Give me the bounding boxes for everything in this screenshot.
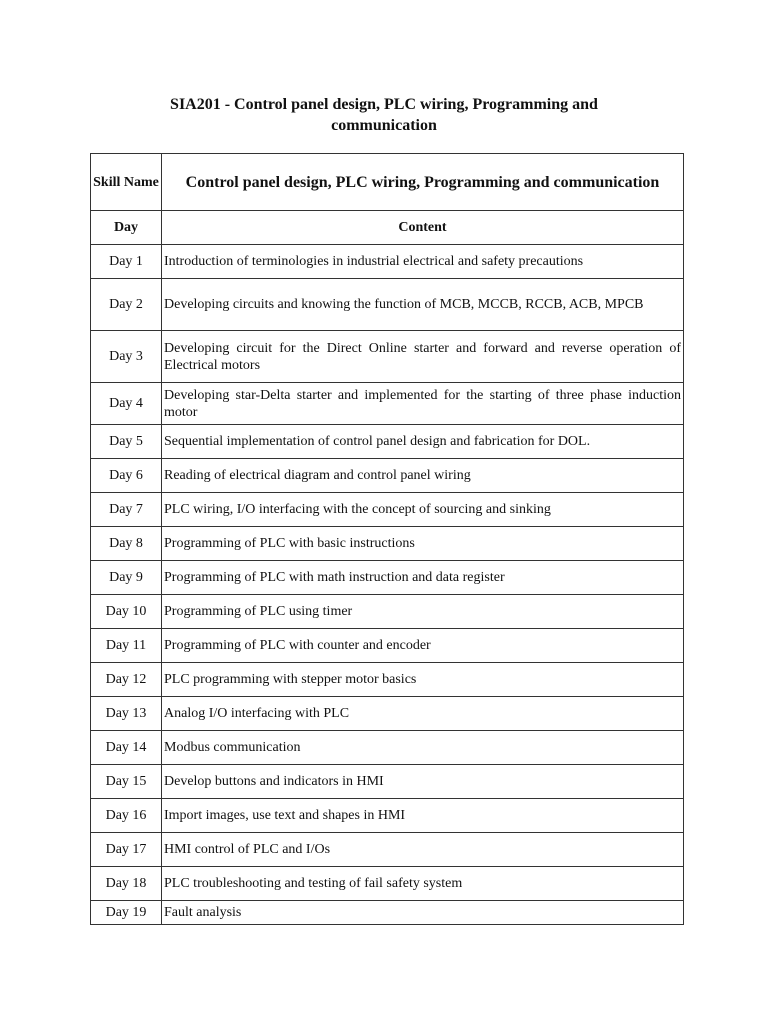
content-cell: Programming of PLC with counter and encoder [162,629,684,663]
day-cell: Day 18 [91,867,162,901]
content-cell: Analog I/O interfacing with PLC [162,697,684,731]
day-cell: Day 19 [91,901,162,925]
table-row [91,459,684,493]
day-cell: Day 5 [91,425,162,459]
content-cell: Reading of electrical diagram and control panel wiring [162,459,684,493]
content-cell: Fault analysis [162,901,684,925]
content-cell: Import images, use text and shapes in HMI [162,799,684,833]
day-cell: Day 13 [91,697,162,731]
table-row [91,833,684,867]
content-column-header: Content [162,211,684,245]
table-row [91,425,684,459]
day-cell: Day 4 [91,383,162,425]
table-row [91,561,684,595]
content-cell: PLC troubleshooting and testing of fail safety system [162,867,684,901]
day-cell: Day 10 [91,595,162,629]
table-row [91,245,684,279]
day-cell: Day 6 [91,459,162,493]
day-cell: Day 2 [91,279,162,331]
content-cell: PLC wiring, I/O interfacing with the concept of sourcing and sinking [162,493,684,527]
document-title: SIA201 - Control panel design, PLC wiring, Programming and communication [170,96,598,134]
table-row [91,799,684,833]
day-cell: Day 12 [91,663,162,697]
table-row [91,279,684,331]
content-cell: Programming of PLC with basic instructions [162,527,684,561]
day-cell: Day 14 [91,731,162,765]
table-row [91,663,684,697]
day-cell: Day 8 [91,527,162,561]
skill-name-label: Skill Name [91,154,162,211]
content-cell: HMI control of PLC and I/Os [162,833,684,867]
content-cell: Develop buttons and indicators in HMI [162,765,684,799]
table-row [91,629,684,663]
content-cell: Sequential implementation of control panel design and fabrication for DOL. [162,425,684,459]
day-cell: Day 1 [91,245,162,279]
content-cell: Developing star-Delta starter and implemented for the starting of three phase induction motor [162,383,684,425]
content-cell: Modbus communication [162,731,684,765]
content-cell: PLC programming with stepper motor basics [162,663,684,697]
day-cell: Day 17 [91,833,162,867]
table-row [91,765,684,799]
day-cell: Day 9 [91,561,162,595]
table-row [91,527,684,561]
skill-name-value: Control panel design, PLC wiring, Programming and communication [162,154,684,211]
content-cell: Introduction of terminologies in industrial electrical and safety precautions [162,245,684,279]
day-cell: Day 11 [91,629,162,663]
day-cell: Day 3 [91,331,162,383]
skill-row [91,154,684,211]
table-row [91,901,684,925]
table-row [91,731,684,765]
day-cell: Day 15 [91,765,162,799]
table-row [91,383,684,425]
table-header-row [91,211,684,245]
day-column-header: Day [91,211,162,245]
table-row [91,331,684,383]
content-cell: Developing circuit for the Direct Online starter and forward and reverse operation of Electrical motors [162,331,684,383]
table-row [91,493,684,527]
training-schedule-table [90,153,684,925]
table-row [91,595,684,629]
table-row [91,867,684,901]
day-cell: Day 16 [91,799,162,833]
content-cell: Programming of PLC using timer [162,595,684,629]
content-cell: Programming of PLC with math instruction and data register [162,561,684,595]
day-cell: Day 7 [91,493,162,527]
table-row [91,697,684,731]
content-cell: Developing circuits and knowing the function of MCB, MCCB, RCCB, ACB, MPCB [162,279,684,331]
